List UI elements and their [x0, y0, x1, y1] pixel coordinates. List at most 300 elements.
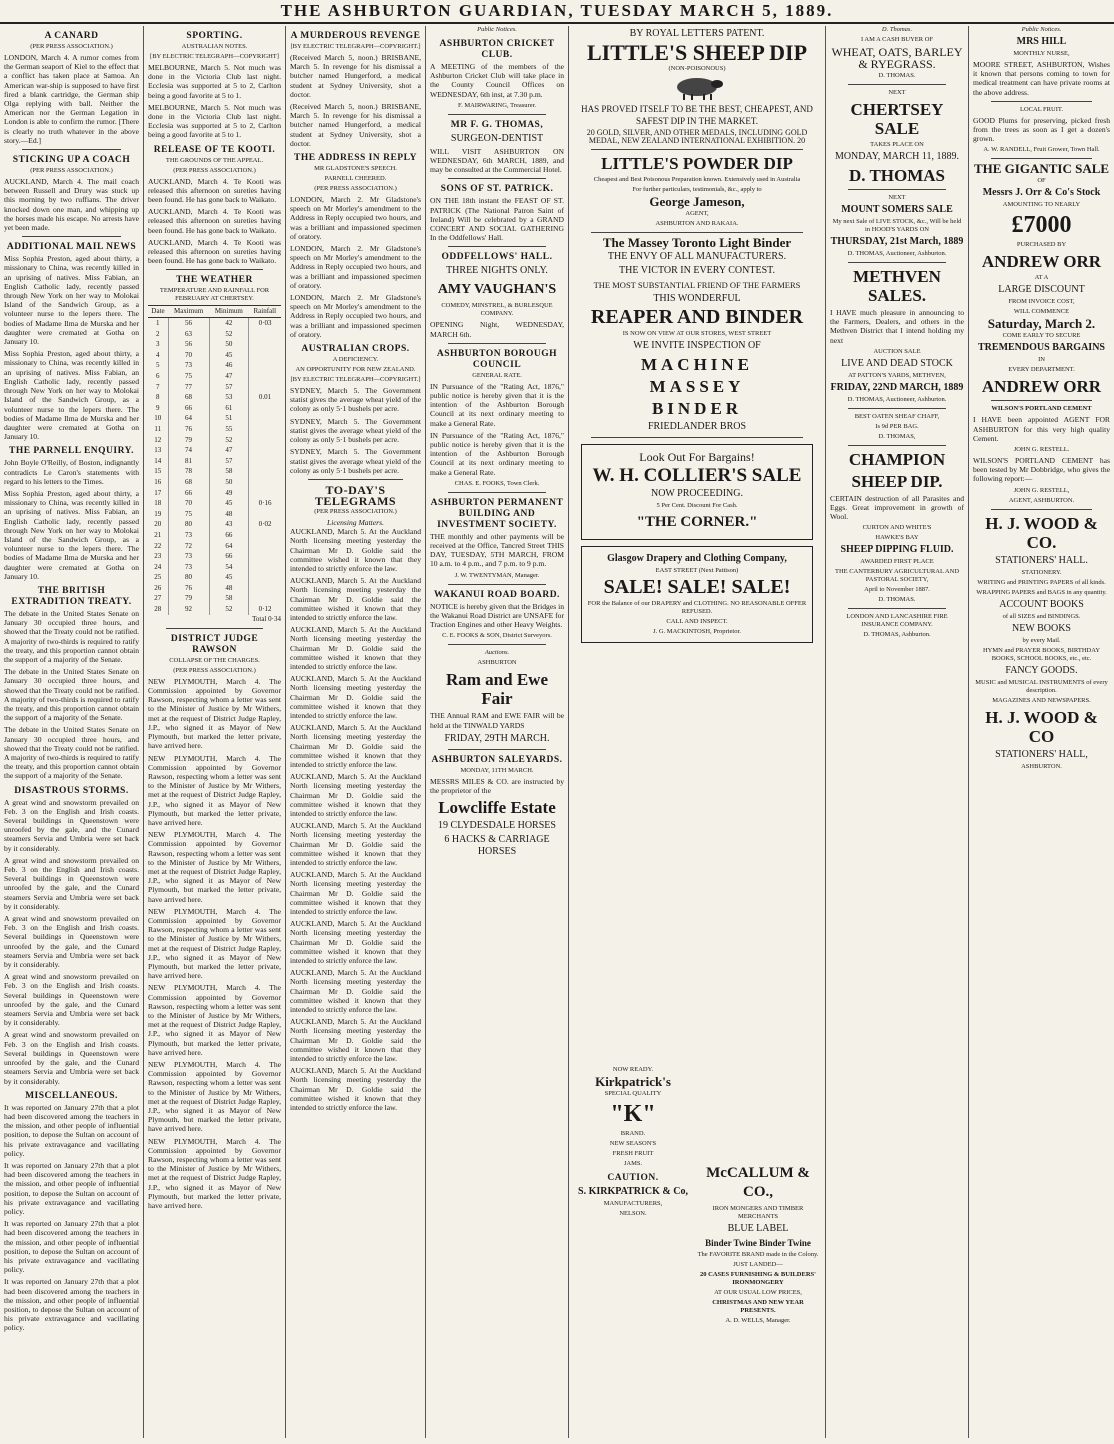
article-subtitle: AUSTRALIAN NOTES.	[181, 43, 248, 50]
article-title: AUSTRALIAN CROPS.	[301, 344, 410, 355]
ad-kirk-firm: S. KIRKPATRICK & Co,	[578, 1186, 688, 1197]
article-credit: (PER PRESS ASSOCIATION.)	[173, 666, 256, 674]
weather-cell	[249, 424, 281, 435]
ad-glasgow-signer: J. G. MACKINTOSH, Proprietor.	[653, 628, 741, 635]
weather-row	[148, 477, 281, 488]
weather-cell: 10	[154, 414, 162, 423]
ad-wood-sub2: STATIONERS' HALL,	[995, 748, 1088, 760]
weather-cell: 57	[209, 456, 249, 467]
ad-gigantic-of: OF	[1037, 177, 1046, 185]
ad-wood-line: WRAPPING PAPERS and BAGS in any quantity.	[976, 588, 1107, 596]
ad-mccallum-blue: BLUE LABEL	[727, 1223, 789, 1234]
ad-buyer-items: WHEAT, OATS, BARLEY & RYEGRASS.	[831, 45, 963, 71]
weather-row	[148, 593, 281, 604]
notice-title: SONS OF ST. PATRICK.	[440, 184, 554, 195]
ad-glasgow-body: FOR the Balance of our DRAPERY and CLOTHING. NO REASONABLE OFFER REFUSED.	[587, 600, 807, 615]
ad-massey-line: IS NOW ON VIEW AT OUR STORES, WEST STREET	[622, 330, 772, 337]
ad-buyer-line: I AM A CASH BUYER OF	[860, 36, 934, 43]
notice-title: Ram and Ewe Fair	[445, 670, 548, 709]
ad-glasgow-title: Glasgow Drapery and Clothing Company,	[607, 553, 787, 564]
divider	[848, 445, 946, 446]
ad-mount-body: My next Sale of LIVE STOCK, &c., Will be held in HOOD'S YARDS ON	[832, 218, 962, 233]
ad-chertsey-date: MONDAY, MARCH 11, 1889.	[834, 151, 960, 162]
article-body: AUCKLAND, March 5. At the Auckland North licensing meeting yesterday the Chairman Mr D. Goldie said the committee wished it known that they intended to strictly enforce the law.	[290, 870, 421, 917]
ad-mount-title: MOUNT SOMERS SALE	[841, 204, 953, 215]
weather-cell: 43	[209, 519, 249, 530]
weather-cell: 0·02	[249, 519, 281, 530]
ad-gigantic-at: AT A	[1034, 274, 1049, 282]
ad-patent: BY ROYAL LETTERS PATENT.	[629, 28, 765, 39]
weather-cell: 54	[209, 562, 249, 573]
ad-hill-title: MRS HILL	[1016, 36, 1067, 47]
weather-cell: 79	[168, 593, 209, 604]
article-body: SYDNEY, March 5. The Government statist gives the average wheat yield of the colony as only 5·1 bushels per acre.	[290, 416, 421, 445]
ad-gigantic-name: ANDREW ORR	[981, 377, 1102, 397]
ad-methven-auction: AUCTION SALE	[873, 347, 921, 355]
ad-oaten-signer: D. THOMAS,	[878, 432, 916, 440]
ad-methven-title: METHVEN SALES.	[853, 267, 941, 305]
ad-insurance-signer: D. THOMAS, Ashburton.	[863, 631, 931, 639]
weather-row	[148, 318, 281, 329]
weather-header: Maximum	[168, 306, 209, 318]
notice-body: IN Pursuance of the "Rating Act, 1876," public notice is hereby given that it is the intention of the Ashburton Borough Council at its next ordinary meeting to make a General Rate.	[430, 381, 564, 428]
weather-row	[148, 360, 281, 371]
company-name: AMY VAUGHAN'S	[437, 282, 557, 298]
ad-gigantic-value: £7000	[1011, 212, 1072, 239]
column-7	[969, 26, 1114, 1438]
weather-cell: 0·12	[249, 604, 281, 615]
weather-row	[148, 572, 281, 583]
weather-cell: 21	[154, 530, 162, 539]
ad-mount-date: THURSDAY, 21st March, 1889	[830, 236, 964, 247]
weather-cell: 73	[168, 562, 209, 573]
weather-row	[148, 604, 281, 615]
weather-row	[148, 456, 281, 467]
weather-cell: 76	[168, 424, 209, 435]
weather-cell: 7	[156, 382, 160, 391]
ad-sheepdip-claim: HAS PROVED ITSELF TO BE THE BEST, CHEAPEST, AND SAFEST DIP IN THE MARKET.	[581, 104, 813, 126]
ad-massey-reaper: REAPER AND BINDER	[590, 306, 804, 328]
weather-cell: 57	[209, 382, 249, 393]
article-title: A CANARD	[44, 31, 99, 41]
column-3	[286, 26, 425, 1438]
weather-row	[148, 583, 281, 594]
article-body: A great wind and snowstorm prevailed on Feb. 3 on the English and Irish coasts. Several buildings in Queenstown were unroofed by the gale, and the Cunard steamers Servia and Umbria were set back by it considerably.	[4, 972, 139, 1028]
article-body: AUCKLAND, March 4. Te Kooti was released this afternoon on sureties having been found. He has gone back to Waikato.	[148, 237, 281, 266]
weather-cell: 58	[209, 593, 249, 604]
weather-cell: 28	[154, 605, 162, 614]
column-5	[569, 26, 825, 1438]
weather-cell	[249, 541, 281, 552]
divider	[848, 608, 946, 609]
weather-cell: 48	[209, 583, 249, 594]
notice-body: WILL VISIT ASHBURTON ON WEDNESDAY, 6th MARCH, 1889, and may be consulted at the Commercial Hotel.	[430, 146, 564, 175]
column-2	[144, 26, 285, 1438]
ad-kirk-brand: BRAND.	[620, 1130, 646, 1137]
weather-cell: 13	[154, 446, 162, 455]
ad-collier-title: W. H. COLLIER'S SALE	[592, 465, 802, 486]
weather-cell: 46	[209, 360, 249, 371]
ad-oaten-title: BEST OATEN SHEAF CHAFF,	[854, 412, 940, 420]
weather-cell: 15	[154, 467, 162, 476]
weather-cell: 72	[168, 541, 209, 552]
ad-collier-line: "THE CORNER."	[636, 514, 758, 530]
notice-signer: F. MAIRWARING, Treasurer.	[457, 101, 537, 109]
article-body: The debate in the United States Senate on January 30 occupied three hours, and showed that the Treaty could not be ratified. A majority of two-thirds is required to ratify the treaty, and this proportion cannot obtain the support of a majority of the Senate.	[4, 667, 139, 723]
article-body: AUCKLAND, March 4. Te Kooti was released this afternoon on sureties having been found. He has gone back to Waikato.	[148, 176, 281, 205]
weather-cell	[249, 445, 281, 456]
weather-row	[148, 530, 281, 541]
notice-signer: J. W. TWENTYMAN, Manager.	[454, 571, 540, 579]
weather-row	[148, 371, 281, 382]
ad-wood-line: NEW BOOKS	[1012, 622, 1071, 634]
ad-kirk-fruit: FRESH FRUIT	[612, 1150, 654, 1157]
article-body: It was reported on January 27th that a plot had been discovered among the teachers in the mission, and other people of influential position, to depose the Sultan on account of his private extravagance and vacillating policy.	[4, 1102, 139, 1158]
weather-cell: 68	[168, 477, 209, 488]
divider	[448, 246, 546, 247]
notice-body: ON THE 18th instant the FEAST OF ST. PATRICK (The National Patron Saint of Ireland) Will be celebrated by a GRAND CONCERT AND SOCIAL GATHERING In the Oddfellows' Hall.	[430, 196, 564, 243]
ad-gigantic-purchased: PURCHASED BY	[1016, 241, 1067, 249]
weather-cell: 22	[154, 541, 162, 550]
article-title: MISCELLANEOUS.	[25, 1090, 118, 1101]
weather-cell: 45	[209, 572, 249, 583]
weather-cell: 68	[168, 392, 209, 403]
weather-cell: 23	[154, 552, 162, 561]
ad-wood-line: of all SIZES and BINDINGS.	[1002, 612, 1081, 620]
weather-cell	[249, 572, 281, 583]
ad-wood-line: ACCOUNT BOOKS	[999, 598, 1084, 610]
sheep-icon	[667, 75, 727, 101]
article-subtitle: MR GLADSTONE'S SPEECH.	[314, 165, 397, 173]
article-title: A MURDEROUS REVENGE	[290, 31, 421, 41]
weather-cell: 12	[154, 435, 162, 444]
ad-mount-signer: D. THOMAS, Auctioneer, Ashburton.	[847, 250, 947, 257]
weather-cell	[249, 350, 281, 361]
weather-cell: 20	[154, 520, 162, 529]
article-body: AUCKLAND, March 5. At the Auckland North licensing meeting yesterday the Chairman Mr D. Goldie said the committee wished it known that they intended to strictly enforce the law.	[290, 625, 421, 671]
weather-cell: 55	[209, 424, 249, 435]
weather-cell: 77	[168, 382, 209, 393]
column-6	[826, 26, 968, 1438]
weather-row	[148, 445, 281, 456]
divider	[991, 158, 1092, 159]
ad-fruit-body: GOOD Plums for preserving, picked fresh from the trees as soon as I get a dozen's grown.	[973, 115, 1110, 144]
article-body: The debate in the United States Senate on January 30 occupied three hours, and showed that the Treaty could not be ratified. A majority of two-thirds is required to ratify the treaty, and this proportion cannot obtain the support of a majority of the Senate.	[4, 608, 139, 664]
ad-powder-agent-line: For further particulars, testimonials, &c., apply to	[632, 186, 762, 193]
ad-champion-body: CERTAIN destruction of all Parasites and Eggs. Great improvement in growth of Wool.	[830, 493, 964, 522]
company-desc: COMEDY, MINSTREL, & BURLESQUE COMPANY.	[441, 302, 553, 318]
ad-mccallum	[695, 1161, 821, 1327]
ad-gigantic-commence: WILL COMMENCE	[1013, 308, 1070, 316]
weather-cell	[249, 593, 281, 604]
ad-wood-line: MUSIC and MUSICAL INSTRUMENTS of every description.	[975, 678, 1108, 694]
ad-massey-line: THE MOST SUBSTANTIAL FRIEND OF THE FARMERS	[593, 280, 801, 290]
ad-collier	[581, 444, 813, 540]
ad-cement-signer2b: AGENT, ASHBURTON.	[1008, 496, 1075, 504]
ad-methven-yards: AT PATTON'S YARDS, METHVEN,	[848, 371, 946, 379]
ad-glasgow	[581, 546, 813, 643]
weather-cell: 2	[156, 329, 160, 338]
ad-glasgow-sale: SALE! SALE! SALE!	[603, 576, 791, 598]
weather-cell: 45	[209, 498, 249, 509]
notice-item: 6 HACKS & CARRIAGE HORSES	[444, 834, 550, 858]
notice-signer: CHAS. E. FOOKS, Town Clerk.	[454, 479, 540, 487]
weather-cell: 64	[209, 541, 249, 552]
ad-mccallum-twine: Binder Twine Binder Twine	[705, 1238, 811, 1248]
ad-gigantic-from: FROM INVOICE COST,	[1008, 298, 1075, 306]
article-subtitle: Licensing Matters.	[327, 517, 384, 527]
notice-title: ASHBURTON SALEYARDS.	[431, 754, 563, 765]
ad-sheepdip-tag: (NON-POISONOUS)	[668, 65, 726, 72]
notice-date: FRIDAY, 29TH MARCH.	[444, 732, 550, 744]
article-title: DISASTROUS STORMS.	[14, 785, 129, 796]
weather-cell: 52	[209, 329, 249, 340]
ad-cement-body: I HAVE been appointed AGENT FOR ASHBURTON for this very high quality Cement.	[973, 415, 1110, 443]
column-4	[426, 26, 568, 1438]
divider	[22, 149, 121, 150]
article-body: A great wind and snowstorm prevailed on Feb. 3 on the English and Irish coasts. Several buildings in Queenstown were unroofed by the gale, and the Cunard steamers Servia and Umbria were set back by it considerably.	[4, 1030, 139, 1086]
weather-cell: 6	[156, 372, 160, 381]
weather-cell: 27	[154, 594, 162, 603]
article-body: LONDON, March 2. Mr Gladstone's speech on Mr Morley's amendment to the Address in Reply occupied two hours, and was a brilliant and impassioned specimen of oratory.	[290, 244, 421, 290]
weather-cell: 80	[168, 519, 209, 530]
article-body: NEW PLYMOUTH, March 4. The Commission appointed by Governor Rawson, respecting whom a letter was sent to the Minister of Justice by Mr Withers, met at the request of District Judge Rapley, J.P., who signed it as Mayor of New Plymouth, but marked the letter private, have arrived here.	[148, 830, 281, 904]
article-title: STICKING UP A COACH	[12, 155, 131, 166]
article-body: NEW PLYMOUTH, March 4. The Commission appointed by Governor Rawson, respecting whom a letter was sent to the Minister of Justice by Mr Withers, met at the request of District Judge Rapley, J.P., who signed it as Mayor of New Plymouth, but marked the letter private, have arrived here.	[148, 676, 281, 751]
weather-cell	[249, 329, 281, 340]
article-body: Miss Sophia Preston, aged about thirty, a missionary to China, was recently killed in an uprising of natives. Miss Fabian, an English Catholic lady, recently passed through New York on her way to Molokai Island of the Sandwich Group, as a volunteer nurse to the lepers there. The bodies of Madame Ilma de Murska and her daughter were cremated at Gotha on January 10.	[4, 349, 139, 442]
weather-cell: 45	[209, 350, 249, 361]
ad-kirk-maker: MANUFACTURERS,	[603, 1200, 663, 1207]
divider	[448, 114, 546, 115]
weather-cell	[249, 466, 281, 477]
article-body: John Boyle O'Reilly, of Boston, indignantly contradicts Le Caron's statements with regard to his letters to the Times.	[4, 458, 139, 486]
ad-gigantic-amount: AMOUNTING TO NEARLY	[1002, 201, 1081, 209]
ad-hill-body: MOORE STREET, ASHBURTON, Wishes it known that persons coming to town for medical treatment can have private rooms at the above address.	[973, 60, 1110, 97]
weather-cell: 80	[168, 572, 209, 583]
ad-mccallum-signer: A. D. WELLS, Manager.	[725, 1317, 791, 1324]
weather-cell: 52	[209, 604, 249, 615]
weather-cell: 81	[168, 456, 209, 467]
article-credit: (PER PRESS ASSOCIATION.)	[30, 167, 113, 175]
ad-powder-agent: George Jameson,	[649, 194, 745, 209]
weather-cell: 73	[168, 551, 209, 562]
article-body: AUCKLAND, March 5. At the Auckland North licensing meeting yesterday the Chairman Mr D. Goldie said the committee wished it known that they intended to strictly enforce the law.	[290, 1066, 421, 1113]
ad-methven-body: I HAVE much pleasure in announcing to the Farmers, Dealers, and others in the Methven District that I intend holding my next	[830, 308, 964, 345]
weather-cell: 11	[154, 424, 162, 433]
weather-cell	[249, 456, 281, 467]
weather-total-value: 0·34	[268, 614, 281, 623]
weather-cell: 61	[209, 403, 249, 414]
ad-mccallum-title: McCALLUM & CO.,	[706, 1165, 810, 1200]
weather-cell: 56	[168, 318, 209, 329]
article-credit: [BY ELECTRIC TELEGRAPH—COPYRIGHT]	[150, 53, 279, 60]
weather-cell: 47	[209, 371, 249, 382]
weather-row	[148, 488, 281, 499]
ad-champion-date: April to November 1887.	[864, 586, 930, 594]
ad-methven-date: FRIDAY, 22ND MARCH, 1889	[830, 381, 964, 393]
notice-subtitle: GENERAL RATE.	[472, 371, 522, 379]
weather-row	[148, 424, 281, 435]
article-body: (Received March 5, noon.) BRISBANE, March 5. In revenge for his dismissal a butcher named Hungerford, a medical student at Sydney University, shot a doctor.	[290, 102, 421, 148]
weather-cell: 16	[154, 477, 162, 486]
weather-row	[148, 413, 281, 424]
article-body: It was reported on January 27th that a plot had been discovered among the teachers in the mission, and other people of influential position, to depose the Sultan on account of his private extravagance and vacillating policy.	[4, 1277, 139, 1333]
divider	[448, 492, 546, 493]
weather-cell: 79	[168, 435, 209, 446]
notice-body: OPENING Night, WEDNESDAY, MARCH 6th.	[430, 320, 564, 339]
article-body: AUCKLAND, March 4. The mail coach between Russell and Drury was stuck up this morning by two ruffians. The driver knocked down one man, and whipping up the horses made his escape. No arrests have yet been made.	[4, 177, 139, 233]
weather-cell: 48	[209, 509, 249, 520]
ad-cement-body2: WILSON'S PORTLAND CEMENT has been tested by Mr Dobbridge, who gives the following report:—	[973, 456, 1110, 484]
weather-cell	[249, 530, 281, 541]
article-body: Miss Sophia Preston, aged about thirty, a missionary to China, was recently killed in an uprising of natives. Miss Fabian, an English Catholic lady, recently passed through New York on her way to Molokai Island of the Sandwich Group, as a volunteer nurse to the lepers there. The bodies of Madame Ilma de Murska and her daughter were cremated at Gotha on January 10.	[4, 488, 139, 581]
ad-hill-subtitle: MONTHLY NURSE,	[1013, 50, 1070, 57]
ad-massey-line: THE VICTOR IN EVERY CONTEST.	[618, 265, 775, 276]
ad-wood-title: H. J. WOOD & CO.	[985, 513, 1098, 552]
ad-champion-award: AWARDED FIRST PLACE	[860, 558, 934, 566]
ad-mccallum-twine-sub: The FAVORITE BRAND made in the Colony.	[697, 1251, 819, 1258]
ad-massey-machine: MACHINE	[640, 355, 754, 374]
weather-cell: 17	[154, 488, 162, 497]
ad-cement-title: WILSON'S PORTLAND CEMENT	[991, 405, 1092, 413]
article-body: SYDNEY, March 5. The Government statist gives the average wheat yield of the colony as only 5·1 bushels per acre.	[290, 386, 421, 414]
notice-body: NOTICE is hereby given that the Bridges in the Wakanui Road District are UNSAFE for Traction Engines and other Heavy Weights.	[430, 601, 564, 630]
ad-mccallum-usual: AT OUR USUAL LOW PRICES,	[714, 1289, 802, 1296]
ad-cement-signer2: JOHN G. RESTELL,	[1013, 486, 1070, 494]
article-body: AUCKLAND, March 5. At the Auckland North licensing meeting yesterday the Chairman Mr D. Goldie said the committee wished it known that they intended to strictly enforce the law.	[290, 527, 421, 573]
ad-collier-line: Look Out For Bargains!	[639, 450, 755, 464]
ad-kirk-place: NELSON.	[619, 1210, 647, 1217]
ad-massey-line: THE ENVY OF ALL MANUFACTURERS.	[607, 251, 787, 262]
ad-kirk-title: Kirkpatrick's	[595, 1074, 671, 1089]
weather-cell: 56	[168, 339, 209, 350]
article-body: NEW PLYMOUTH, March 4. The Commission appointed by Governor Rawson, respecting whom a letter was sent to the Minister of Justice by Mr Withers, met at the request of District Judge Rapley, J.P., who signed it as Mayor of New Plymouth, but marked the letter private, have arrived here.	[148, 1136, 281, 1211]
column-1	[0, 26, 143, 1438]
ad-sheepdip-medals: 20 GOLD, SILVER, AND OTHER MEDALS, INCLUDING GOLD MEDAL, NEW ZEALAND INTERNATIONAL EXHIBITION. 20	[586, 128, 808, 145]
weather-subtitle: TEMPERATURE AND RAINFALL FOR FEBRUARY AT CHERTSEY.	[159, 287, 270, 303]
article-title: SPORTING.	[186, 31, 243, 41]
ad-champion-hawkes: HAWKE'S BAY	[875, 534, 919, 542]
ad-mount-next: NEXT	[888, 194, 906, 201]
ad-kirk-now: NOW READY.	[612, 1066, 654, 1073]
article-body: The debate in the United States Senate on January 30 occupied three hours, and showed that the Treaty could not be ratified. A majority of two-thirds is required to ratify the treaty, and this proportion cannot obtain the support of a majority of the Senate.	[4, 725, 139, 781]
ad-chertsey-title: CHERTSEY SALE	[850, 100, 944, 138]
article-body: LONDON, March 2. Mr Gladstone's speech on Mr Morley's amendment to the Address in Reply occupied two hours, and was a brilliant and impassioned specimen of oratory.	[290, 293, 421, 339]
notice-body: THE monthly and other payments will be received at the Office, Tancred Street THIS DAY, TUESDAY, 5TH MARCH, FROM 10 a.m. to 4 p.m., and 7 p.m. to 9 p.m.	[430, 531, 564, 569]
ad-next: NEXT	[888, 89, 906, 96]
article-body: A great wind and snowstorm prevailed on Feb. 3 on the English and Irish coasts. Several buildings in Queenstown were unroofed by the gale, and the Cunard steamers Servia and Umbria were set back by it considerably.	[4, 855, 139, 911]
article-credit: [BY ELECTRIC TELEGRAPH—COPYRIGHT.]	[290, 376, 421, 384]
article-credit: (PER PRESS ASSOCIATION.)	[30, 43, 113, 50]
weather-cell: 58	[209, 466, 249, 477]
divider	[308, 479, 403, 480]
article-body: (Received March 5, noon.) BRISBANE, March 5. In revenge for his dismissal a butcher named Hungerford, a medical student at Sydney University, shot a doctor.	[290, 53, 421, 99]
article-title: THE BRITISH EXTRADITION TREATY.	[11, 585, 132, 607]
weather-cell: 18	[154, 499, 162, 508]
notice-signer: C. E. FOOKS & SON, District Surveyors.	[442, 632, 552, 640]
notice-title: WAKANUI ROAD BOARD.	[434, 589, 560, 600]
weather-cell: 3	[156, 340, 160, 349]
notice-body: MESSRS MILES & CO. are instructed by the proprietor of the	[430, 776, 564, 795]
weather-cell: 66	[209, 551, 249, 562]
ad-methven-signer: D. THOMAS, Auctioneer, Ashburton.	[847, 395, 947, 403]
article-body: AUCKLAND, March 5. At the Auckland North licensing meeting yesterday the Chairman Mr D. Goldie said the committee wished it known that they intended to strictly enforce the law.	[290, 821, 421, 868]
notice-body: A MEETING of the members of the Ashburton Cricket Club will take place in the County Council Offices on WEDNESDAY, 6th inst, at 7.30 p.m.	[430, 62, 564, 99]
divider	[22, 236, 121, 237]
ad-wood-stationery: STATIONERY.	[1021, 568, 1062, 576]
ad-kirk-caution: CAUTION.	[607, 1173, 659, 1183]
article-body: NEW PLYMOUTH, March 4. The Commission appointed by Governor Rawson, respecting whom a letter was sent to the Minister of Justice by Mr Withers, met at the request of District Judge Rapley, J.P., who signed it as Mayor of New Plymouth, but marked the letter private, have arrived here.	[148, 1060, 281, 1134]
ad-gigantic-dept: EVERY DEPARTMENT.	[1008, 366, 1075, 374]
weather-cell: 50	[209, 339, 249, 350]
notice-subtitle: SURGEON-DENTIST	[450, 132, 544, 144]
article-body: NEW PLYMOUTH, March 4. The Commission appointed by Governor Rawson, respecting whom a letter was sent to the Minister of Justice by Mr Withers, met at the request of District Judge Rapley, J.P., who signed it as Mayor of New Plymouth, but marked the letter private, have arrived here.	[148, 983, 281, 1057]
ad-chertsey-name: D. THOMAS	[848, 166, 946, 185]
weather-cell: 53	[209, 392, 249, 403]
ad-buyer-signer: D. THOMAS.	[878, 72, 916, 79]
ad-fruit-title: LOCAL FRUIT.	[1020, 105, 1063, 113]
weather-cell: 78	[168, 466, 209, 477]
ad-massey-line: THIS WONDERFUL	[653, 293, 741, 304]
ad-massey-line: WE INVITE INSPECTION OF	[633, 340, 761, 351]
notice-title: Lowcliffe Estate	[438, 798, 556, 818]
weather-cell: 63	[168, 329, 209, 340]
weather-cell: 52	[209, 435, 249, 446]
ad-massey-binder: BINDER	[651, 399, 743, 418]
weather-cell: 50	[209, 477, 249, 488]
weather-cell: 66	[209, 530, 249, 541]
weather-cell: 73	[168, 360, 209, 371]
weather-cell	[249, 583, 281, 594]
notice-title: MR F. G. THOMAS,	[450, 119, 544, 130]
article-body: It was reported on January 27th that a plot had been discovered among the teachers in the mission, and other people of influential position, to depose the Sultan on account of his private extravagance and vacillating policy.	[4, 1160, 139, 1216]
weather-cell: 51	[209, 413, 249, 424]
article-body: AUCKLAND, March 5. At the Auckland North licensing meeting yesterday the Chairman Mr D. Goldie said the committee wished it known that they intended to strictly enforce the law.	[290, 576, 421, 622]
weather-cell: 66	[168, 403, 209, 414]
article-subtitle: AN OPPORTUNITY FOR NEW ZEALAND.	[295, 366, 416, 374]
weather-header: Minimum	[209, 306, 249, 318]
ad-wood-place: ASHBURTON.	[1021, 762, 1062, 770]
weather-row	[148, 329, 281, 340]
weather-cell: 47	[209, 445, 249, 456]
weather-cell	[249, 488, 281, 499]
weather-cell: 4	[156, 350, 160, 359]
weather-cell: 70	[168, 498, 209, 509]
notice-title: ASHBURTON PERMANENT BUILDING AND INVESTMENT SOCIETY.	[430, 497, 564, 530]
ad-glasgow-street: EAST STREET (Next Pattison)	[655, 567, 739, 574]
weather-title: THE WEATHER	[176, 275, 253, 286]
ad-oaten-price: Is 9d PER BAG.	[875, 422, 919, 430]
ad-gigantic-buyer: ANDREW ORR	[981, 252, 1102, 272]
ad-sheepdip-title: LITTLE'S SHEEP DIP	[586, 40, 808, 65]
article-subtitle: THE GROUNDS OF THE APPEAL.	[165, 156, 264, 164]
article-body: It was reported on January 27th that a plot had been discovered among the teachers in the mission, and other people of influential position, to depose the Sultan on account of his private extravagance and vacillating policy.	[4, 1219, 139, 1275]
weather-row	[148, 498, 281, 509]
weather-cell: 26	[154, 583, 162, 592]
weather-cell	[249, 477, 281, 488]
ad-chertsey-sub: TAKES PLACE ON	[870, 141, 924, 148]
weather-cell	[249, 509, 281, 520]
divider	[591, 149, 803, 150]
weather-cell: 24	[154, 562, 162, 571]
weather-cell	[249, 562, 281, 573]
article-credit: (PER PRESS ASSOCIATION.)	[314, 185, 397, 193]
weather-cell	[249, 435, 281, 446]
weather-cell	[249, 371, 281, 382]
weather-cell: 74	[168, 445, 209, 456]
ad-wood-line: WRITING and PRINTING PAPERS of all kinds.	[977, 578, 1106, 586]
